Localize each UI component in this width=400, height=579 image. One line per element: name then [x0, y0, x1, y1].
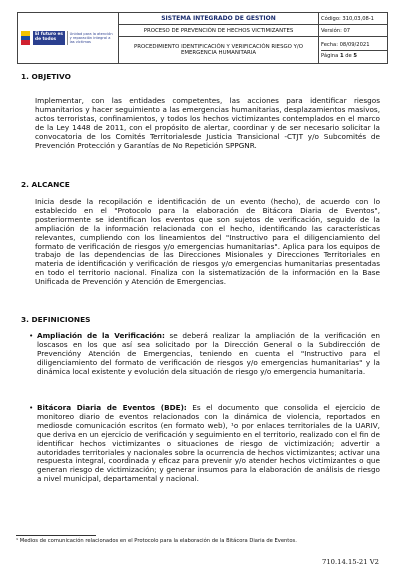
- objetivo-text: Implementar, con las entidades competentes, las acciones para identificar riesgos humanitarios y hacer seguimiento a las emergencias humanitarias, desplazamientos masivos, actos terroristas, confinamientos, y todos los hechos victimizantes contemplados en el marco de la Ley 1448 de 2011, con el propósito de alertar, coordinar y de ser necesario solicitar la convocatoria de los Comités Territorialesde Justicia Transicional -CTJT y/o Subcomités de Prevención Protección y Garantías de No Repetición SPPGNR.: [35, 96, 380, 150]
- definition-term: Ampliación de la Verificación:: [37, 331, 165, 340]
- definition-item: [29, 403, 380, 484]
- bullet-icon: •: [29, 403, 34, 412]
- definition-item: [29, 331, 380, 377]
- logo-cell: [18, 13, 119, 64]
- section-title-objetivo: 1. OBJETIVO: [21, 72, 71, 81]
- process-name: PROCESO DE PREVENCIÓN DE HECHOS VICTIMIZANTES: [119, 25, 319, 37]
- page-number: Página 1 de 5: [321, 52, 357, 59]
- section-title-alcance: 2. ALCANCE: [21, 180, 70, 189]
- unit-label: Unidad para la atención y reparación integral a las víctimas: [69, 32, 113, 44]
- bullet-icon: •: [29, 331, 34, 340]
- date-page-cell: [319, 37, 388, 64]
- footnote-divider: [16, 535, 96, 536]
- procedure-name: PROCEDIMIENTO IDENTIFICACIÓN Y VERIFICACIÓN RIESGO Y/O EMERGENCIA HUMANITARIA: [119, 37, 319, 64]
- definition-text: Es el documento que consolida el ejercicio de monitoreo diario de eventos relacionados con la dinámica de violencia, reportados en mediosde comunicación escritos (en formato web), ¹o por enlaces territoriales de la UARIV, que deriva en un ejercicio de verificación y seguimiento en el territorio, realizado con el fin de identificar hechos victimizantes o situaciones de riesgo de victimización; advertir a autoridades territoriales y nacionales sobre la ocurrencia de hechos victimizantes; activar una respuesta integral, coordinada y eficaz para prevenir y/o atender hechos victimizantes o que generan riesgo de victimización; y generar insumos para la elaboración de análisis de riesgo a nivel municipal, departamental y nacional.: [37, 403, 380, 484]
- footnote: ¹ Medios de comunicación relacionados en el Protocolo para la elaboración de la Bitácora Diaria de Eventos.: [16, 538, 297, 544]
- definition-text: se deberá realizar la ampliación de la verificación en loscasos en los que así sea solicitado por la Dirección General o la Subdirección de Prevencióny Atención de Emergencias, teniendo en cuenta el "Instructivo para el diligenciamiento del formato de verificación de riesgos y/o emergencias humanitarias" y la dinámica local existente y evolución dela situación de riesgo y/o emergencia humanitaria.: [37, 331, 380, 376]
- logo: [18, 13, 118, 63]
- doc-version: Versión: 07: [319, 25, 388, 37]
- doc-date: Fecha: 08/09/2021: [321, 40, 387, 51]
- alcance-text: Inicia desde la recopilación e identificación de un evento (hecho), de acuerdo con lo establecido en el "Protocolo para la elaboración de Bitácora Diaria de Eventos", posteriormente se identifican los eventos que son sujetos de verificación, seguido de la ampliación de la información relacionada con el hecho, identificando las características relevantes, cumpliendo con los lineamientos del "Instructivo para el diligenciamiento del formato de verificación de riesgos y/o emergencias humanitarias". Aplica para los equipos de trabajo de las dependencias de las Direcciones Misionales y Direcciones Territoriales en materia de identificación y verificación de riesgos y/o emergencias humanitarias presentadas en todo el territorio nacional. Finaliza con la sistematización de la información en la Base Unificada de Prevención y Atención de Emergencias.: [35, 197, 380, 287]
- document-header: [17, 12, 388, 64]
- brand-label: El futuro es de todos: [33, 31, 65, 44]
- document-code: 710.14.15-21 V2: [322, 558, 379, 566]
- doc-code: Código: 310,03,08-1: [319, 13, 388, 25]
- system-title: SISTEMA INTEGRADO DE GESTION: [119, 13, 319, 25]
- colombia-flag-icon: [21, 31, 30, 45]
- definition-term: Bitácora Diaria de Eventos (BDE):: [37, 403, 187, 412]
- section-title-definiciones: 3. DEFINICIONES: [21, 315, 91, 324]
